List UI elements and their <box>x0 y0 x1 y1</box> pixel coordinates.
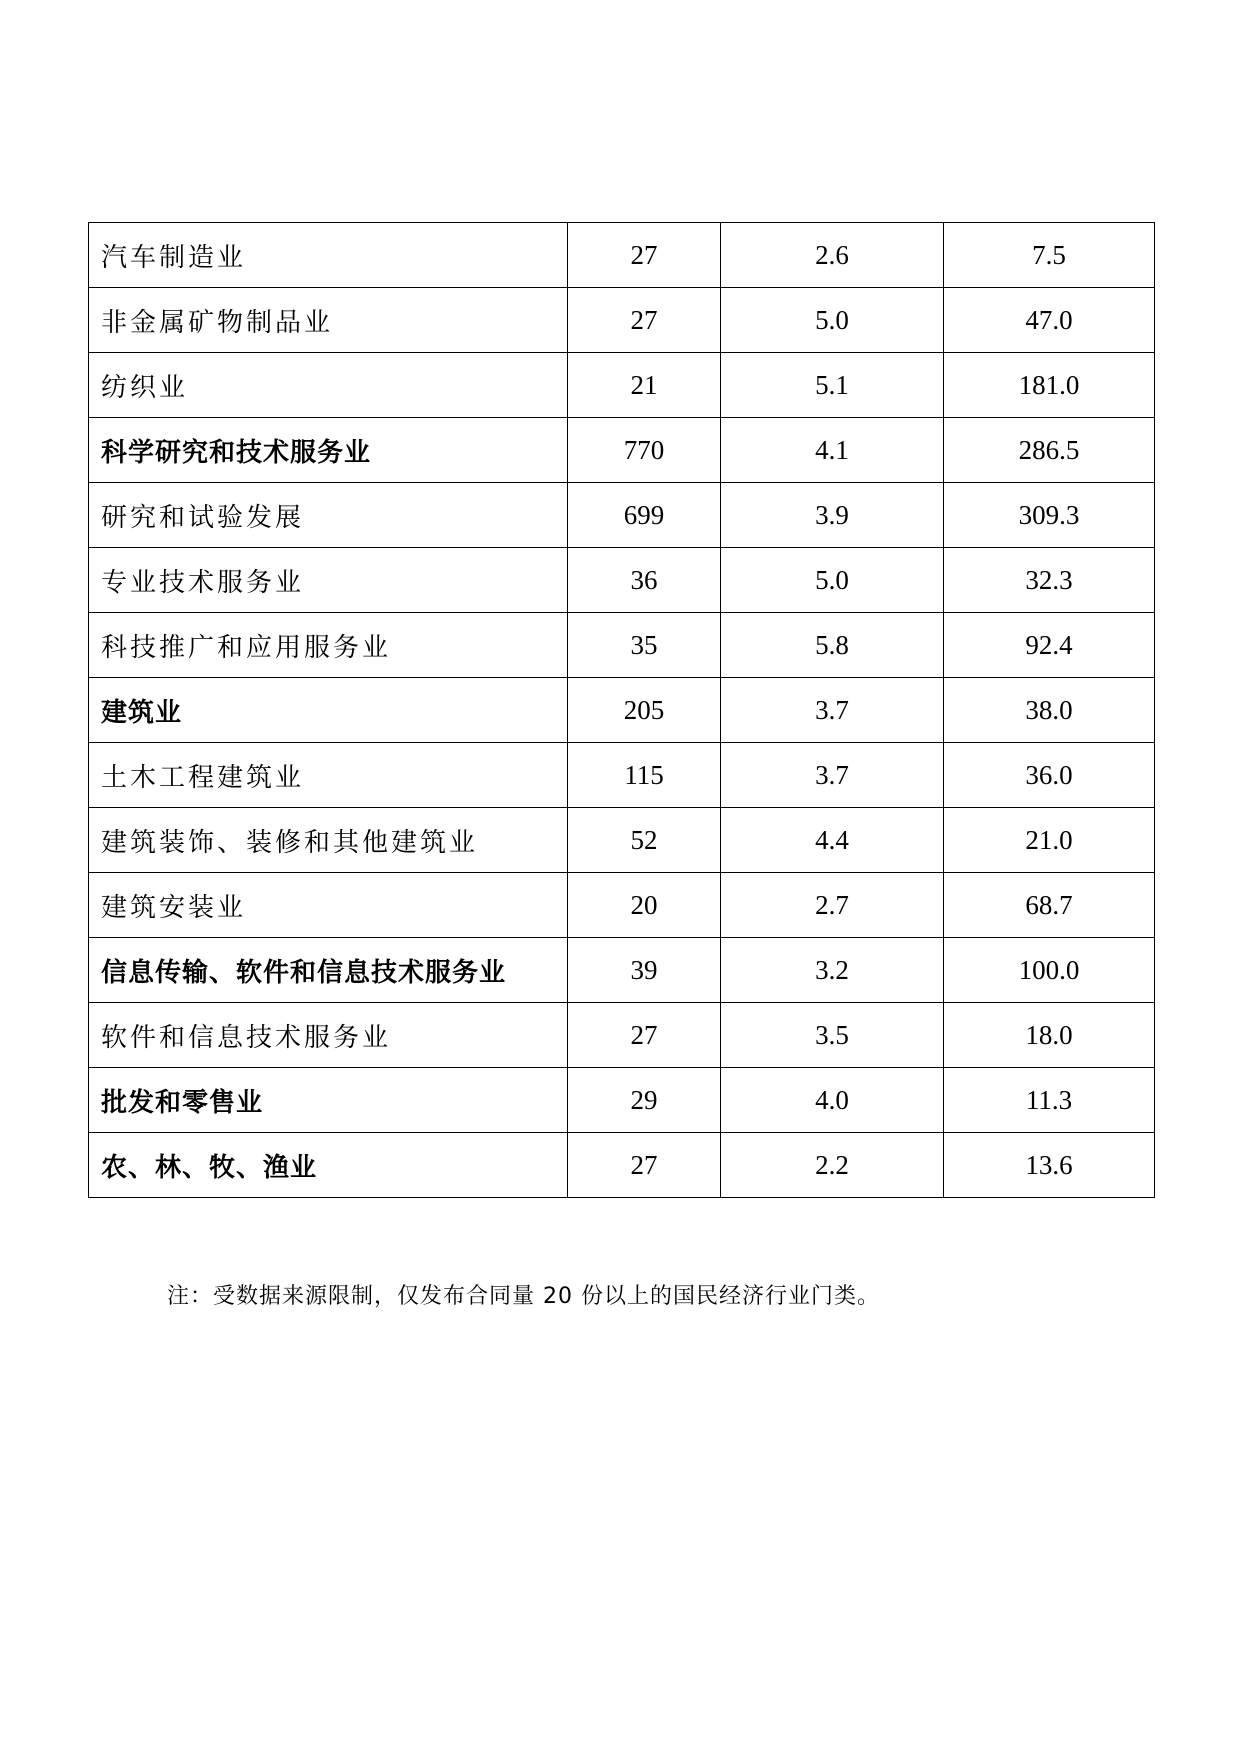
industry-name-cell: 建筑装饰、装修和其他建筑业 <box>89 808 568 873</box>
value-cell-1: 29 <box>568 1068 721 1133</box>
value-cell-2: 4.0 <box>721 1068 944 1133</box>
value-cell-3: 36.0 <box>944 743 1155 808</box>
industry-name-cell: 批发和零售业 <box>89 1068 568 1133</box>
category-row <box>89 938 1155 1003</box>
category-row <box>89 678 1155 743</box>
value-cell-1: 115 <box>568 743 721 808</box>
table-body <box>89 223 1155 1198</box>
value-cell-3: 21.0 <box>944 808 1155 873</box>
value-cell-2: 3.2 <box>721 938 944 1003</box>
value-cell-3: 11.3 <box>944 1068 1155 1133</box>
industry-name-cell: 科学研究和技术服务业 <box>89 418 568 483</box>
table-row <box>89 483 1155 548</box>
footnote: 注：受数据来源限制，仅发布合同量 20 份以上的国民经济行业门类。 <box>167 1284 880 1309</box>
industry-name-cell: 非金属矿物制品业 <box>89 288 568 353</box>
value-cell-2: 5.1 <box>721 353 944 418</box>
value-cell-1: 770 <box>568 418 721 483</box>
table-row <box>89 353 1155 418</box>
industry-name-cell: 农、林、牧、渔业 <box>89 1133 568 1198</box>
value-cell-1: 39 <box>568 938 721 1003</box>
value-cell-3: 7.5 <box>944 223 1155 288</box>
category-row <box>89 1133 1155 1198</box>
industry-data-table <box>88 222 1155 1198</box>
value-cell-3: 286.5 <box>944 418 1155 483</box>
industry-name-cell: 信息传输、软件和信息技术服务业 <box>89 938 568 1003</box>
value-cell-1: 27 <box>568 288 721 353</box>
value-cell-1: 21 <box>568 353 721 418</box>
value-cell-3: 100.0 <box>944 938 1155 1003</box>
value-cell-2: 3.9 <box>721 483 944 548</box>
industry-name-cell: 软件和信息技术服务业 <box>89 1003 568 1068</box>
table-row <box>89 808 1155 873</box>
value-cell-3: 13.6 <box>944 1133 1155 1198</box>
category-row <box>89 418 1155 483</box>
value-cell-2: 5.0 <box>721 548 944 613</box>
table-row <box>89 743 1155 808</box>
value-cell-1: 699 <box>568 483 721 548</box>
value-cell-3: 68.7 <box>944 873 1155 938</box>
table-row <box>89 613 1155 678</box>
value-cell-1: 52 <box>568 808 721 873</box>
table-row <box>89 288 1155 353</box>
value-cell-1: 205 <box>568 678 721 743</box>
table-row <box>89 873 1155 938</box>
category-row <box>89 1068 1155 1133</box>
value-cell-2: 5.0 <box>721 288 944 353</box>
value-cell-3: 181.0 <box>944 353 1155 418</box>
value-cell-2: 5.8 <box>721 613 944 678</box>
value-cell-2: 3.5 <box>721 1003 944 1068</box>
value-cell-2: 3.7 <box>721 743 944 808</box>
table-row <box>89 1003 1155 1068</box>
value-cell-2: 4.4 <box>721 808 944 873</box>
value-cell-2: 2.2 <box>721 1133 944 1198</box>
value-cell-1: 27 <box>568 1133 721 1198</box>
industry-name-cell: 建筑业 <box>89 678 568 743</box>
value-cell-3: 309.3 <box>944 483 1155 548</box>
table-row <box>89 223 1155 288</box>
industry-name-cell: 土木工程建筑业 <box>89 743 568 808</box>
value-cell-1: 35 <box>568 613 721 678</box>
value-cell-3: 32.3 <box>944 548 1155 613</box>
industry-name-cell: 建筑安装业 <box>89 873 568 938</box>
value-cell-3: 47.0 <box>944 288 1155 353</box>
value-cell-1: 27 <box>568 223 721 288</box>
table-row <box>89 548 1155 613</box>
industry-name-cell: 研究和试验发展 <box>89 483 568 548</box>
value-cell-2: 2.7 <box>721 873 944 938</box>
value-cell-3: 18.0 <box>944 1003 1155 1068</box>
industry-name-cell: 纺织业 <box>89 353 568 418</box>
value-cell-1: 27 <box>568 1003 721 1068</box>
value-cell-1: 20 <box>568 873 721 938</box>
value-cell-3: 92.4 <box>944 613 1155 678</box>
value-cell-2: 2.6 <box>721 223 944 288</box>
industry-name-cell: 科技推广和应用服务业 <box>89 613 568 678</box>
value-cell-3: 38.0 <box>944 678 1155 743</box>
industry-name-cell: 专业技术服务业 <box>89 548 568 613</box>
value-cell-2: 3.7 <box>721 678 944 743</box>
value-cell-2: 4.1 <box>721 418 944 483</box>
industry-name-cell: 汽车制造业 <box>89 223 568 288</box>
value-cell-1: 36 <box>568 548 721 613</box>
